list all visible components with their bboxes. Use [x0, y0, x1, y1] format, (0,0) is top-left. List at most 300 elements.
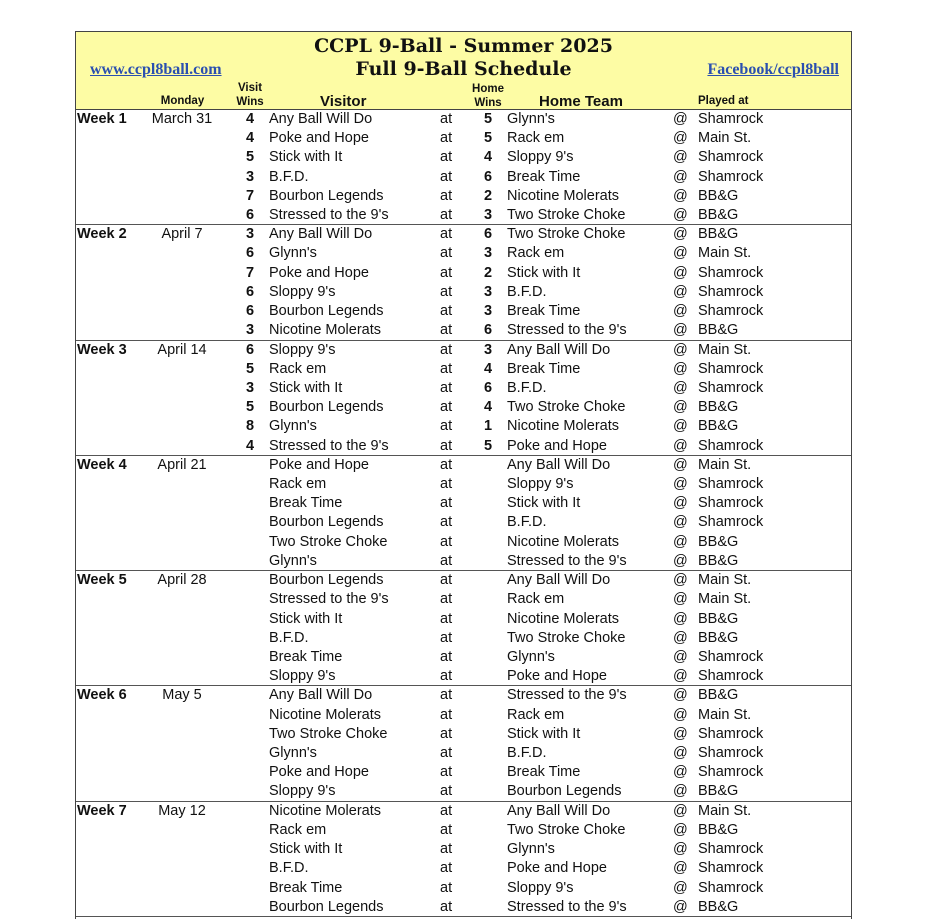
- visitor-team: Poke and Hope: [269, 456, 369, 473]
- home-wins-column-header: Wins: [474, 97, 502, 109]
- venue: Main St.: [698, 456, 752, 473]
- visitor-team: Nicotine Molerats: [269, 706, 382, 723]
- home-wins: 2: [483, 187, 493, 204]
- venue: Shamrock: [698, 476, 764, 493]
- home-team: Nicotine Molerats: [507, 610, 620, 627]
- at-symbol: @: [673, 821, 688, 838]
- visitor-team: B.F.D.: [269, 629, 309, 646]
- at-label: at: [440, 706, 453, 723]
- venue: BB&G: [698, 687, 739, 704]
- game-row: [76, 110, 851, 129]
- week-label: Week 7: [77, 802, 127, 819]
- at-label: at: [440, 437, 453, 454]
- game-row: [76, 898, 851, 917]
- game-row: [76, 187, 851, 206]
- visiting-wins: 3: [245, 322, 255, 339]
- home-wins: 5: [483, 111, 493, 127]
- game-row: [76, 590, 851, 609]
- at-label: at: [440, 629, 453, 646]
- schedule-header: [76, 31, 851, 110]
- game-row: [76, 360, 851, 379]
- venue: Shamrock: [698, 303, 764, 320]
- visitor-team: Stick with It: [269, 379, 343, 396]
- venue: BB&G: [698, 207, 739, 223]
- week-block: [76, 110, 851, 225]
- at-label: at: [440, 879, 453, 896]
- schedule-subtitle: Full 9-Ball Schedule: [355, 58, 572, 80]
- at-symbol: @: [673, 226, 688, 243]
- week-date: April 21: [157, 456, 207, 473]
- game-row: [76, 821, 851, 840]
- home-wins: 6: [483, 168, 493, 185]
- at-label: at: [440, 149, 453, 166]
- played-at-column-header: Played at: [698, 95, 749, 107]
- at-label: at: [440, 841, 453, 858]
- game-row: [76, 475, 851, 494]
- at-symbol: @: [673, 264, 688, 281]
- at-label: at: [440, 322, 453, 339]
- at-symbol: @: [673, 841, 688, 858]
- venue: BB&G: [698, 552, 739, 569]
- at-symbol: @: [673, 360, 688, 377]
- visitor-team: Bourbon Legends: [269, 898, 384, 915]
- week-block: [76, 341, 851, 456]
- venue: BB&G: [698, 399, 739, 416]
- venue: Shamrock: [698, 379, 764, 396]
- venue: BB&G: [698, 226, 739, 243]
- home-team: Stressed to the 9's: [507, 322, 627, 339]
- visiting-wins: 7: [245, 264, 255, 281]
- visitor-team: Bourbon Legends: [269, 572, 384, 589]
- home-team: Any Ball Will Do: [507, 456, 611, 473]
- home-wins: 3: [483, 245, 493, 262]
- at-symbol: @: [673, 668, 688, 685]
- venue: Shamrock: [698, 514, 764, 531]
- at-symbol: @: [673, 764, 688, 781]
- visitor-team: Stressed to the 9's: [269, 207, 389, 223]
- visiting-wins: 5: [245, 399, 255, 416]
- home-team: Any Ball Will Do: [507, 572, 611, 589]
- home-team: Nicotine Molerats: [507, 187, 620, 204]
- visiting-wins: 5: [245, 149, 255, 166]
- at-symbol: @: [673, 399, 688, 416]
- home-team: Glynn's: [507, 111, 555, 127]
- game-row: [76, 417, 851, 436]
- game-row: [76, 706, 851, 725]
- game-row: [76, 571, 851, 590]
- game-row: [76, 859, 851, 878]
- visitor-team: Stick with It: [269, 610, 343, 627]
- week-label: Week 1: [77, 111, 127, 127]
- game-row: [76, 494, 851, 513]
- home-team: B.F.D.: [507, 745, 547, 762]
- at-label: at: [440, 418, 453, 435]
- visiting-wins: 4: [245, 130, 255, 147]
- home-team: Sloppy 9's: [507, 476, 574, 493]
- home-column-header: Home: [472, 83, 504, 95]
- at-label: at: [440, 668, 453, 685]
- visitor-team: Sloppy 9's: [269, 783, 336, 800]
- at-symbol: @: [673, 629, 688, 646]
- venue: Shamrock: [698, 149, 764, 166]
- visit-column-header: Visit: [237, 82, 263, 94]
- game-row: [76, 763, 851, 782]
- game-row: [76, 456, 851, 475]
- visitor-team: Rack em: [269, 360, 327, 377]
- at-symbol: @: [673, 379, 688, 396]
- schedule-title: CCPL 9-Ball - Summer 2025: [314, 35, 613, 57]
- home-team: Rack em: [507, 245, 565, 262]
- at-label: at: [440, 552, 453, 569]
- game-row: [76, 686, 851, 705]
- visitor-team: Break Time: [269, 648, 343, 665]
- visitor-column-header: Visitor: [320, 93, 367, 110]
- visiting-wins: 6: [245, 245, 255, 262]
- facebook-link[interactable]: Facebook/ccpl8ball: [707, 61, 839, 78]
- home-wins: 4: [483, 360, 493, 377]
- at-symbol: @: [673, 495, 688, 512]
- home-team: Glynn's: [507, 841, 555, 858]
- game-row: [76, 610, 851, 629]
- at-symbol: @: [673, 130, 688, 147]
- at-symbol: @: [673, 418, 688, 435]
- visitor-team: Stick with It: [269, 841, 343, 858]
- at-label: at: [440, 687, 453, 704]
- visitor-team: Glynn's: [269, 418, 317, 435]
- at-symbol: @: [673, 111, 688, 127]
- home-team: B.F.D.: [507, 379, 547, 396]
- home-team: Two Stroke Choke: [507, 629, 626, 646]
- game-row: [76, 667, 851, 686]
- visitor-team: Poke and Hope: [269, 130, 369, 147]
- visitor-team: Nicotine Molerats: [269, 802, 382, 819]
- week-block: [76, 686, 851, 801]
- week-block: [76, 456, 851, 571]
- game-row: [76, 533, 851, 552]
- visiting-wins: 4: [245, 437, 255, 454]
- at-symbol: @: [673, 168, 688, 185]
- week-block: [76, 571, 851, 686]
- visitor-team: B.F.D.: [269, 168, 309, 185]
- visitor-team: Bourbon Legends: [269, 399, 384, 416]
- game-row: [76, 802, 851, 821]
- game-row: [76, 244, 851, 263]
- game-row: [76, 552, 851, 571]
- home-team: Sloppy 9's: [507, 879, 574, 896]
- visitor-team: Poke and Hope: [269, 264, 369, 281]
- at-label: at: [440, 533, 453, 550]
- venue: Shamrock: [698, 879, 764, 896]
- home-team: Stick with It: [507, 725, 581, 742]
- home-team: Poke and Hope: [507, 668, 607, 685]
- at-symbol: @: [673, 610, 688, 627]
- home-wins: 3: [483, 283, 493, 300]
- game-row: [76, 629, 851, 648]
- at-label: at: [440, 591, 453, 608]
- at-symbol: @: [673, 533, 688, 550]
- at-symbol: @: [673, 552, 688, 569]
- home-team-column-header: Home Team: [539, 93, 623, 110]
- visiting-wins: 6: [245, 207, 255, 223]
- home-team: Stressed to the 9's: [507, 687, 627, 704]
- venue: BB&G: [698, 322, 739, 339]
- home-team: Poke and Hope: [507, 860, 607, 877]
- venue: Shamrock: [698, 283, 764, 300]
- visitor-team: Two Stroke Choke: [269, 533, 388, 550]
- week-date: April 28: [157, 572, 207, 589]
- at-label: at: [440, 764, 453, 781]
- venue: Main St.: [698, 130, 752, 147]
- visitor-team: Sloppy 9's: [269, 668, 336, 685]
- visiting-wins: 3: [245, 226, 255, 243]
- home-team: Two Stroke Choke: [507, 226, 626, 243]
- venue: Shamrock: [698, 745, 764, 762]
- at-label: at: [440, 802, 453, 819]
- visitor-team: Any Ball Will Do: [269, 226, 373, 243]
- at-symbol: @: [673, 341, 688, 358]
- visitor-team: Any Ball Will Do: [269, 111, 373, 127]
- visiting-wins: 3: [245, 379, 255, 396]
- visitor-team: Stick with It: [269, 149, 343, 166]
- visitor-team: Sloppy 9's: [269, 283, 336, 300]
- at-label: at: [440, 456, 453, 473]
- at-label: at: [440, 821, 453, 838]
- at-label: at: [440, 187, 453, 204]
- home-wins: 3: [483, 341, 493, 358]
- home-wins: 6: [483, 226, 493, 243]
- at-label: at: [440, 898, 453, 915]
- at-symbol: @: [673, 879, 688, 896]
- visiting-wins: 5: [245, 360, 255, 377]
- visiting-wins: 6: [245, 303, 255, 320]
- home-wins: 1: [483, 418, 493, 435]
- home-team: Poke and Hope: [507, 437, 607, 454]
- home-team: Nicotine Molerats: [507, 533, 620, 550]
- schedule-sheet: [75, 31, 852, 919]
- at-label: at: [440, 283, 453, 300]
- at-label: at: [440, 495, 453, 512]
- game-row: [76, 648, 851, 667]
- visiting-wins: 3: [245, 168, 255, 185]
- venue: Main St.: [698, 341, 752, 358]
- game-row: [76, 129, 851, 148]
- at-label: at: [440, 130, 453, 147]
- visiting-wins: 8: [245, 418, 255, 435]
- visitor-team: Break Time: [269, 495, 343, 512]
- game-row: [76, 302, 851, 321]
- week-date: April 7: [161, 226, 203, 243]
- at-symbol: @: [673, 783, 688, 800]
- visitor-team: Stressed to the 9's: [269, 591, 389, 608]
- visitor-team: Any Ball Will Do: [269, 687, 373, 704]
- at-symbol: @: [673, 187, 688, 204]
- home-team: Rack em: [507, 591, 565, 608]
- venue: BB&G: [698, 821, 739, 838]
- monday-column-header: Monday: [160, 95, 205, 107]
- venue: Shamrock: [698, 264, 764, 281]
- home-team: Two Stroke Choke: [507, 821, 626, 838]
- visitor-team: B.F.D.: [269, 860, 309, 877]
- at-label: at: [440, 514, 453, 531]
- at-label: at: [440, 264, 453, 281]
- game-row: [76, 168, 851, 187]
- week-label: Week 4: [77, 456, 127, 473]
- venue: BB&G: [698, 610, 739, 627]
- at-symbol: @: [673, 456, 688, 473]
- home-team: Break Time: [507, 360, 581, 377]
- at-symbol: @: [673, 514, 688, 531]
- game-row: [76, 283, 851, 302]
- at-label: at: [440, 341, 453, 358]
- home-team: Two Stroke Choke: [507, 399, 626, 416]
- venue: Main St.: [698, 245, 752, 262]
- at-symbol: @: [673, 207, 688, 223]
- venue: Main St.: [698, 802, 752, 819]
- home-team: Two Stroke Choke: [507, 207, 626, 223]
- at-label: at: [440, 360, 453, 377]
- at-symbol: @: [673, 149, 688, 166]
- week-label: Week 3: [77, 341, 127, 358]
- home-team: Break Time: [507, 303, 581, 320]
- home-team: Rack em: [507, 130, 565, 147]
- game-row: [76, 225, 851, 244]
- home-wins: 6: [483, 322, 493, 339]
- at-label: at: [440, 725, 453, 742]
- game-row: [76, 879, 851, 898]
- home-wins: 6: [483, 379, 493, 396]
- home-team: Stressed to the 9's: [507, 552, 627, 569]
- visiting-wins: 7: [245, 187, 255, 204]
- visitor-team: Rack em: [269, 476, 327, 493]
- venue: Shamrock: [698, 860, 764, 877]
- at-label: at: [440, 207, 453, 223]
- home-team: Stressed to the 9's: [507, 898, 627, 915]
- game-row: [76, 206, 851, 225]
- at-label: at: [440, 111, 453, 127]
- at-label: at: [440, 303, 453, 320]
- at-label: at: [440, 168, 453, 185]
- home-wins: 3: [483, 303, 493, 320]
- week-date: March 31: [151, 111, 213, 127]
- home-wins: 3: [483, 207, 493, 223]
- home-wins: 5: [483, 437, 493, 454]
- visitor-team: Two Stroke Choke: [269, 725, 388, 742]
- visiting-wins: 4: [245, 111, 255, 127]
- at-symbol: @: [673, 648, 688, 665]
- venue: BB&G: [698, 533, 739, 550]
- visitor-team: Nicotine Molerats: [269, 322, 382, 339]
- website-link[interactable]: www.ccpl8ball.com: [90, 61, 222, 78]
- game-row: [76, 341, 851, 360]
- week-block: [76, 225, 851, 340]
- visitor-team: Bourbon Legends: [269, 187, 384, 204]
- home-team: Bourbon Legends: [507, 783, 622, 800]
- at-symbol: @: [673, 476, 688, 493]
- home-team: Any Ball Will Do: [507, 802, 611, 819]
- home-team: B.F.D.: [507, 514, 547, 531]
- game-row: [76, 782, 851, 801]
- venue: Shamrock: [698, 764, 764, 781]
- at-symbol: @: [673, 860, 688, 877]
- at-symbol: @: [673, 303, 688, 320]
- venue: Shamrock: [698, 668, 764, 685]
- game-row: [76, 264, 851, 283]
- visitor-team: Glynn's: [269, 552, 317, 569]
- at-symbol: @: [673, 725, 688, 742]
- week-date: May 12: [158, 802, 206, 819]
- home-team: Stick with It: [507, 495, 581, 512]
- venue: Shamrock: [698, 168, 764, 185]
- at-symbol: @: [673, 572, 688, 589]
- home-team: Any Ball Will Do: [507, 341, 611, 358]
- at-label: at: [440, 783, 453, 800]
- at-symbol: @: [673, 898, 688, 915]
- at-symbol: @: [673, 706, 688, 723]
- game-row: [76, 148, 851, 167]
- venue: Main St.: [698, 706, 752, 723]
- venue: BB&G: [698, 629, 739, 646]
- game-row: [76, 744, 851, 763]
- at-label: at: [440, 379, 453, 396]
- venue: BB&G: [698, 418, 739, 435]
- week-date: April 14: [157, 341, 207, 358]
- at-label: at: [440, 226, 453, 243]
- visitor-team: Stressed to the 9's: [269, 437, 389, 454]
- visitor-team: Glynn's: [269, 245, 317, 262]
- week-date: May 5: [162, 687, 202, 704]
- home-team: Break Time: [507, 168, 581, 185]
- venue: Shamrock: [698, 841, 764, 858]
- at-label: at: [440, 476, 453, 493]
- home-team: Rack em: [507, 706, 565, 723]
- game-row: [76, 513, 851, 532]
- visiting-wins: 6: [245, 341, 255, 358]
- visitor-team: Break Time: [269, 879, 343, 896]
- week-label: Week 6: [77, 687, 127, 704]
- venue: Main St.: [698, 591, 752, 608]
- home-team: Break Time: [507, 764, 581, 781]
- venue: Shamrock: [698, 648, 764, 665]
- home-wins: 4: [483, 149, 493, 166]
- at-symbol: @: [673, 283, 688, 300]
- week-label: Week 2: [77, 226, 127, 243]
- at-label: at: [440, 399, 453, 416]
- at-label: at: [440, 860, 453, 877]
- venue: Shamrock: [698, 111, 764, 127]
- venue: Shamrock: [698, 437, 764, 454]
- home-team: B.F.D.: [507, 283, 547, 300]
- venue: BB&G: [698, 187, 739, 204]
- home-team: Stick with It: [507, 264, 581, 281]
- visit-wins-column-header: Wins: [236, 96, 264, 108]
- venue: BB&G: [698, 898, 739, 915]
- game-row: [76, 398, 851, 417]
- at-label: at: [440, 572, 453, 589]
- at-label: at: [440, 745, 453, 762]
- home-wins: 5: [483, 130, 493, 147]
- at-symbol: @: [673, 802, 688, 819]
- visitor-team: Poke and Hope: [269, 764, 369, 781]
- game-row: [76, 840, 851, 859]
- venue: Shamrock: [698, 495, 764, 512]
- visitor-team: Bourbon Legends: [269, 514, 384, 531]
- at-symbol: @: [673, 591, 688, 608]
- at-label: at: [440, 245, 453, 262]
- at-symbol: @: [673, 687, 688, 704]
- game-row: [76, 437, 851, 456]
- visitor-team: Sloppy 9's: [269, 341, 336, 358]
- home-team: Glynn's: [507, 648, 555, 665]
